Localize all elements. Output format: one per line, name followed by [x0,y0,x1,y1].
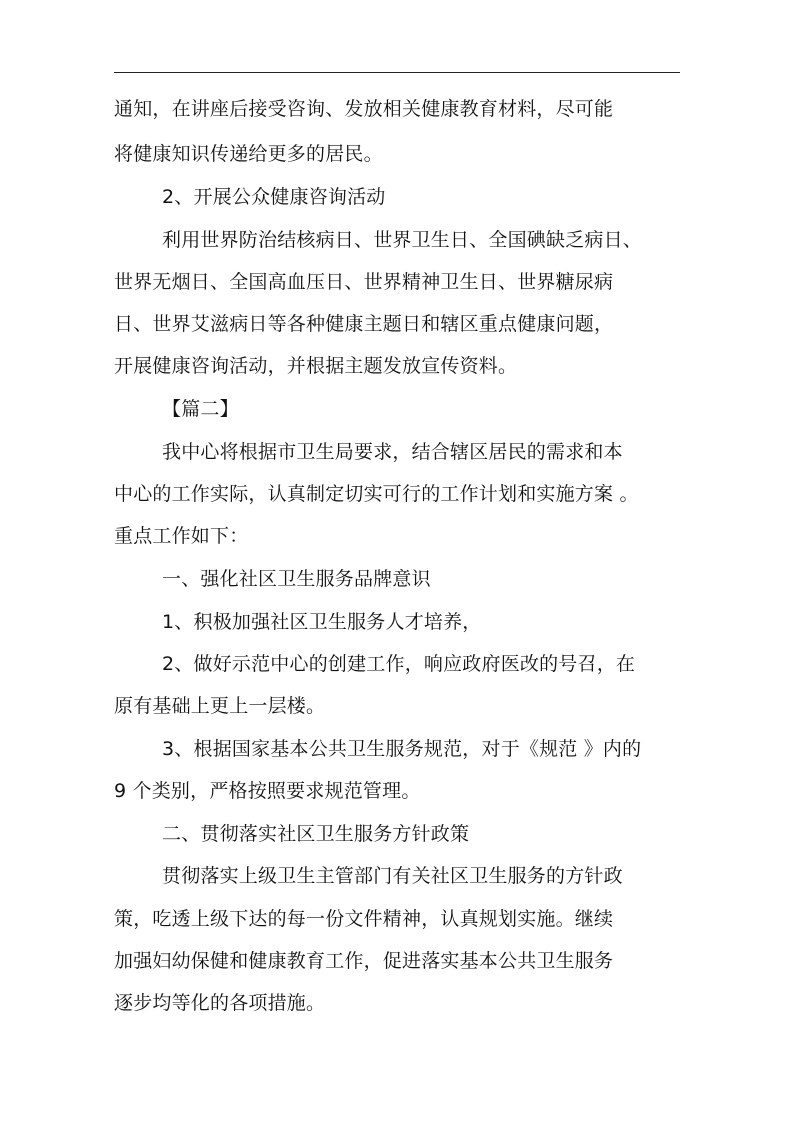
list-item: 2、做好示范中心的创建工作，响应政府医改的号召，在 [162,653,636,675]
body-line-22: 逐步均等化的各项措施。 [114,992,326,1014]
body-line-15: 原有基础上更上一层楼。 [114,695,326,717]
body-line-9: 我中心将根据市卫生局要求，结合辖区居民的需求和本 [162,441,623,463]
body-line-21: 加强妇幼保健和健康教育工作，促进落实基本公共卫生服务 [114,950,614,972]
body-line-10: 中心的工作实际，认真制定切实可行的工作计划和实施方案 。 [114,483,639,505]
body-line-1: 通知，在讲座后接受咨询、发放相关健康教育材料，尽可能 [114,98,614,120]
body-line-17: 9 个类别，严格按照要求规范管理。 [114,780,421,802]
body-line-19: 贯彻落实上级卫生主管部门有关社区卫生服务的方针政 [162,865,623,887]
body-line-4: 利用世界防治结核病日、世界卫生日、全国碘缺乏病日、 [162,229,643,251]
body-line-5: 世界无烟日、全国高血压日、世界精神卫生日、世界糖尿病 [114,271,614,293]
list-item: 1、积极加强社区卫生服务人才培养， [162,611,482,633]
list-item: 3、根据国家基本公共卫生服务规范，对于《规范 》内的 [162,738,642,760]
header-rule [114,72,680,73]
body-line-7: 开展健康咨询活动，并根据主题发放宣传资料。 [114,355,518,377]
subsection-heading: 2、开展公众健康咨询活动 [162,186,386,208]
body-line-6: 日、世界艾滋病日等各种健康主题日和辖区重点健康问题， [114,313,614,335]
subsection-heading: 一、强化社区卫生服务品牌意识 [162,568,431,590]
body-line-2: 将健康知识传递给更多的居民。 [114,143,383,165]
subsection-heading: 二、贯彻落实社区卫生服务方针政策 [162,823,470,845]
body-line-20: 策，吃透上级下达的每一份文件精神，认真规划实施。继续 [114,908,614,930]
body-line-11: 重点工作如下： [114,525,249,547]
section-title: 【篇二】 [162,398,239,420]
